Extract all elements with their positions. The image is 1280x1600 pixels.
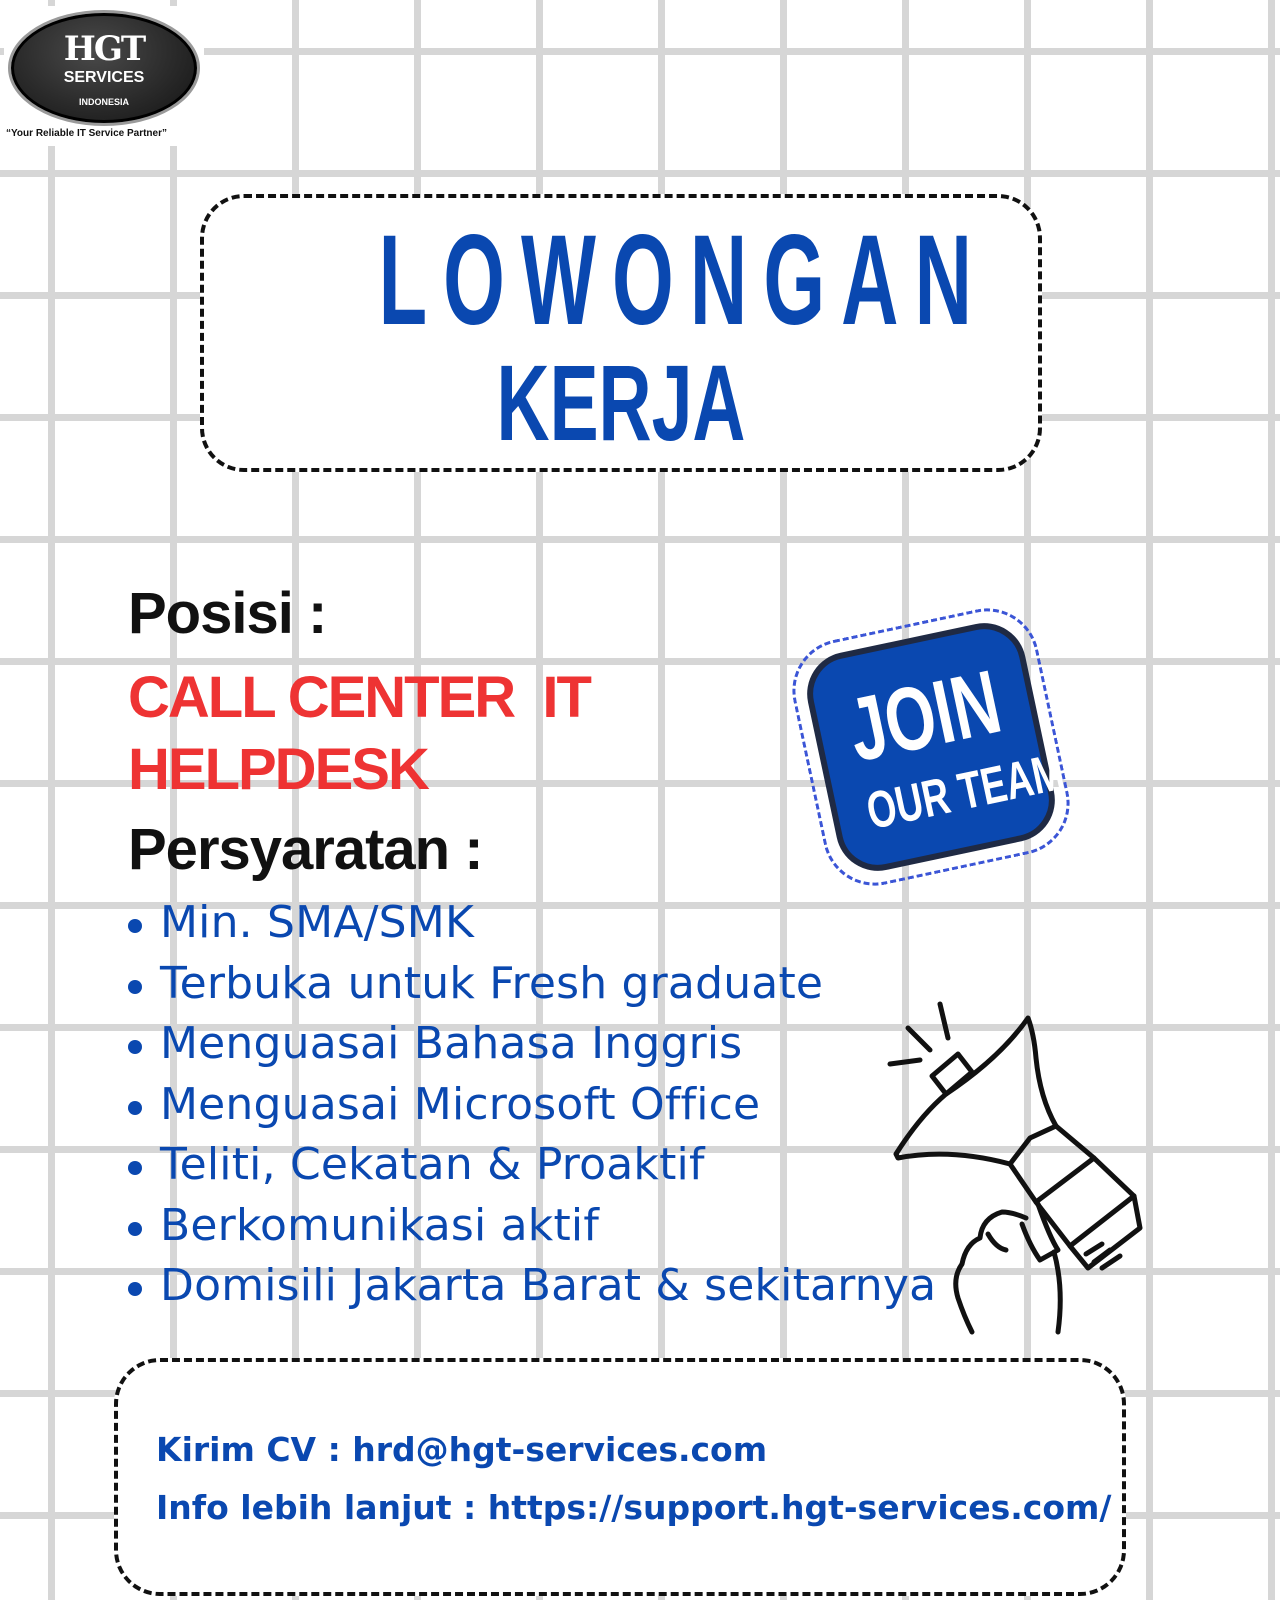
bullet-icon <box>128 1161 142 1175</box>
bullet-icon <box>128 1222 142 1236</box>
requirement-item <box>124 1256 936 1317</box>
megaphone-icon <box>880 998 1160 1378</box>
bullet-icon <box>128 919 142 933</box>
bullet-icon <box>128 980 142 994</box>
position-label: Posisi : <box>128 581 327 646</box>
bullet-icon <box>128 1282 142 1296</box>
contact-info-line[interactable]: Info lebih lanjut : https://support.hgt-services.com/ <box>156 1488 1112 1527</box>
requirement-item <box>124 1014 936 1075</box>
requirement-item <box>124 1075 936 1136</box>
position-title-line2: HELPDESK <box>128 737 428 802</box>
badge-line2: OUR TEAM <box>861 742 1069 841</box>
headline-line2: KERJA <box>496 342 746 463</box>
contact-cv-line[interactable]: Kirim CV : hrd@hgt-services.com <box>156 1430 768 1469</box>
requirement-text: Domisili Jakarta Barat & sekitarnya <box>160 1260 937 1311</box>
requirement-item <box>124 954 936 1015</box>
requirement-text: Teliti, Cekatan & Proaktif <box>160 1139 705 1190</box>
headline-box <box>200 194 1042 472</box>
requirement-text: Berkomunikasi aktif <box>160 1199 600 1251</box>
logo-oval <box>8 10 200 126</box>
requirements-label: Persyaratan : <box>128 817 483 882</box>
badge-body <box>799 615 1069 878</box>
headline-line1: LOWONGAN <box>378 209 989 352</box>
logo-brand: HGT <box>63 29 145 69</box>
logo-country: INDONESIA <box>78 97 129 107</box>
requirement-item <box>124 1135 936 1196</box>
requirement-text: Menguasai Bahasa Inggris <box>160 1018 743 1069</box>
company-logo <box>4 6 204 146</box>
logo-tagline: “Your Reliable IT Service Partner” <box>6 128 167 139</box>
requirement-text: Terbuka untuk Fresh graduate <box>160 957 824 1009</box>
badge-line1: JOIN <box>840 652 1009 782</box>
position-title-line1: CALL CENTER IT <box>128 665 590 730</box>
requirement-text: Min. SMA/SMK <box>160 897 475 948</box>
requirement-item <box>124 1196 936 1257</box>
requirements-list <box>124 893 936 1317</box>
join-our-team-badge <box>783 599 1080 896</box>
contact-box <box>114 1358 1126 1596</box>
bullet-icon <box>128 1040 142 1054</box>
position-title <box>128 662 590 806</box>
logo-services: SERVICES <box>63 69 145 86</box>
requirement-item <box>124 893 936 954</box>
requirement-text: Menguasai Microsoft Office <box>160 1078 761 1130</box>
bullet-icon <box>128 1101 142 1115</box>
